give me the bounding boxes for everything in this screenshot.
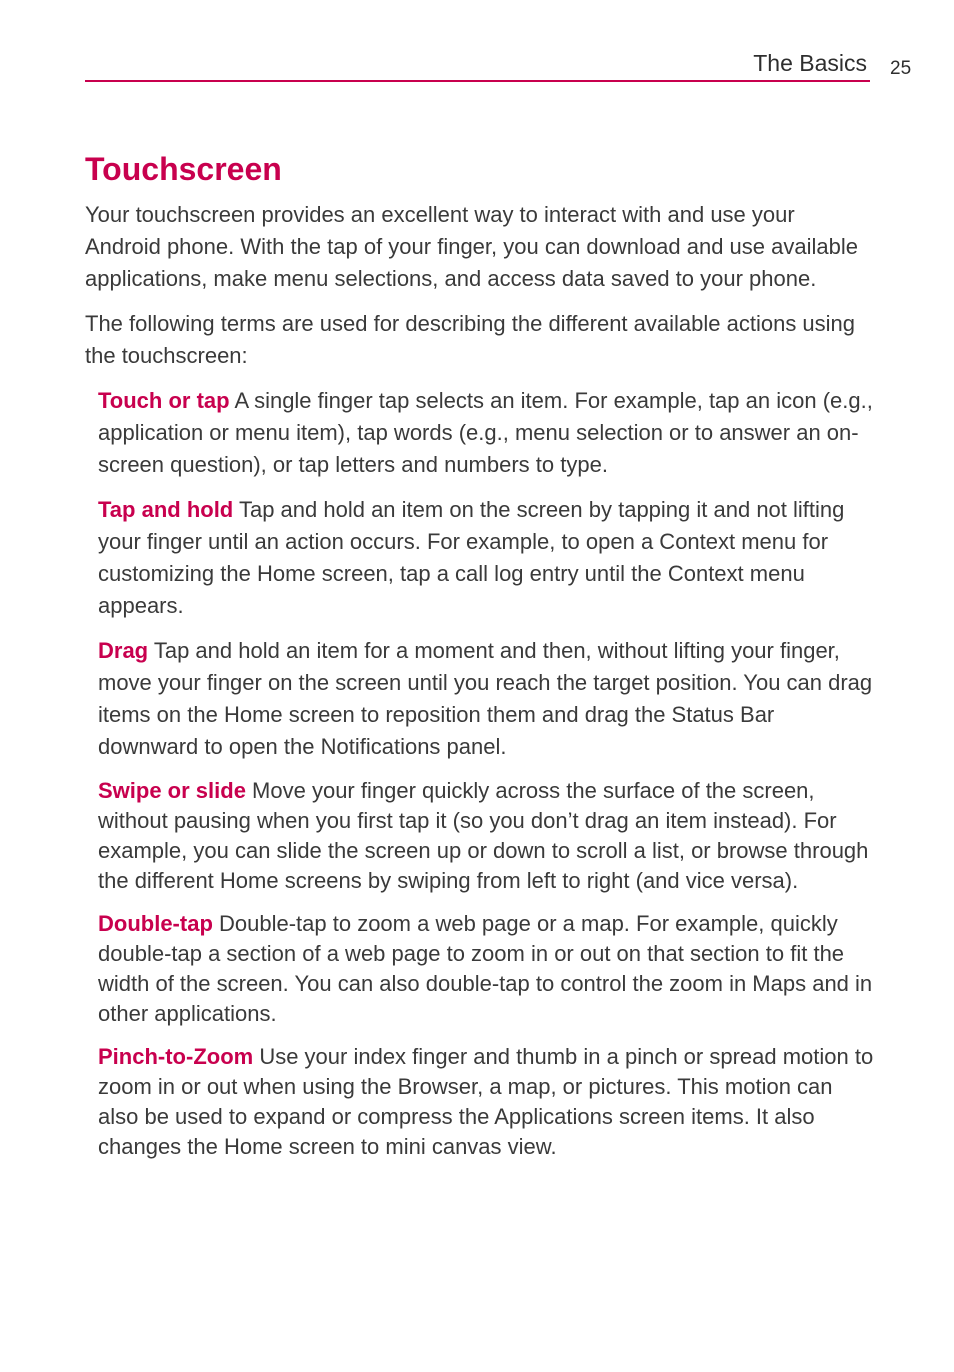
term-name: Swipe or slide: [98, 778, 246, 803]
term-touch-or-tap: [98, 385, 875, 481]
terms-list: [85, 385, 875, 1162]
term-name: Touch or tap: [98, 388, 230, 413]
term-name: Double-tap: [98, 911, 213, 936]
page-number: 25: [890, 58, 912, 79]
term-description: Tap and hold an item for a moment and then, without lifting your finger, move your finger on the screen until you reach the target position. You can drag items on the Home screen to reposition them and drag the Status Bar downward to open the Notifications panel.: [98, 638, 873, 759]
section-name: The Basics: [753, 50, 867, 76]
intro-paragraph: Your touchscreen provides an excellent way to interact with and use your Android phone. With the tap of your finger, you can download and use available applications, make menu selections, and access data saved to your phone.: [85, 202, 858, 291]
term-description: Double-tap to zoom a web page or a map. For example, quickly double-tap a section of a web page to zoom in or out on that section to fit the width of the screen. You can also double-tap to control the zoom in Maps and in other applications.: [98, 911, 873, 1026]
term-swipe-or-slide: [98, 776, 875, 896]
term-drag: [98, 635, 875, 763]
term-name: Drag: [98, 638, 149, 663]
term-description: Move your finger quickly across the surface of the screen, without pausing when you first tap it (so you don’t drag an item instead). For example, you can slide the screen up or down to scroll a list, or browse through the different Home screens by swiping from left to right (and vice versa).: [98, 778, 869, 893]
term-description: A single finger tap selects an item. For example, tap an icon (e.g., application or menu item), tap words (e.g., menu selection or to answer an on-screen question), or tap letters and numbers to type.: [98, 388, 873, 477]
term-name: Tap and hold: [98, 497, 234, 522]
terms-intro-paragraph: The following terms are used for describing the different available actions using the touchscreen:: [85, 311, 856, 368]
term-name: Pinch-to-Zoom: [98, 1044, 254, 1069]
term-description: Use your index finger and thumb in a pinch or spread motion to zoom in or out when using the Browser, a map, or pictures. This motion can also be used to expand or compress the Applications screen items. It also changes the Home screen to mini canvas view.: [98, 1044, 874, 1159]
term-double-tap: [98, 909, 875, 1029]
term-description: Tap and hold an item on the screen by tapping it and not lifting your finger until an action occurs. For example, to open a Context menu for customizing the Home screen, tap a call log entry until the Context menu appears.: [98, 497, 845, 618]
term-pinch-to-zoom: [98, 1042, 875, 1162]
term-tap-and-hold: [98, 494, 875, 622]
page-content: [85, 199, 875, 1162]
page-header: [85, 48, 870, 82]
page-title: Touchscreen: [85, 151, 282, 187]
